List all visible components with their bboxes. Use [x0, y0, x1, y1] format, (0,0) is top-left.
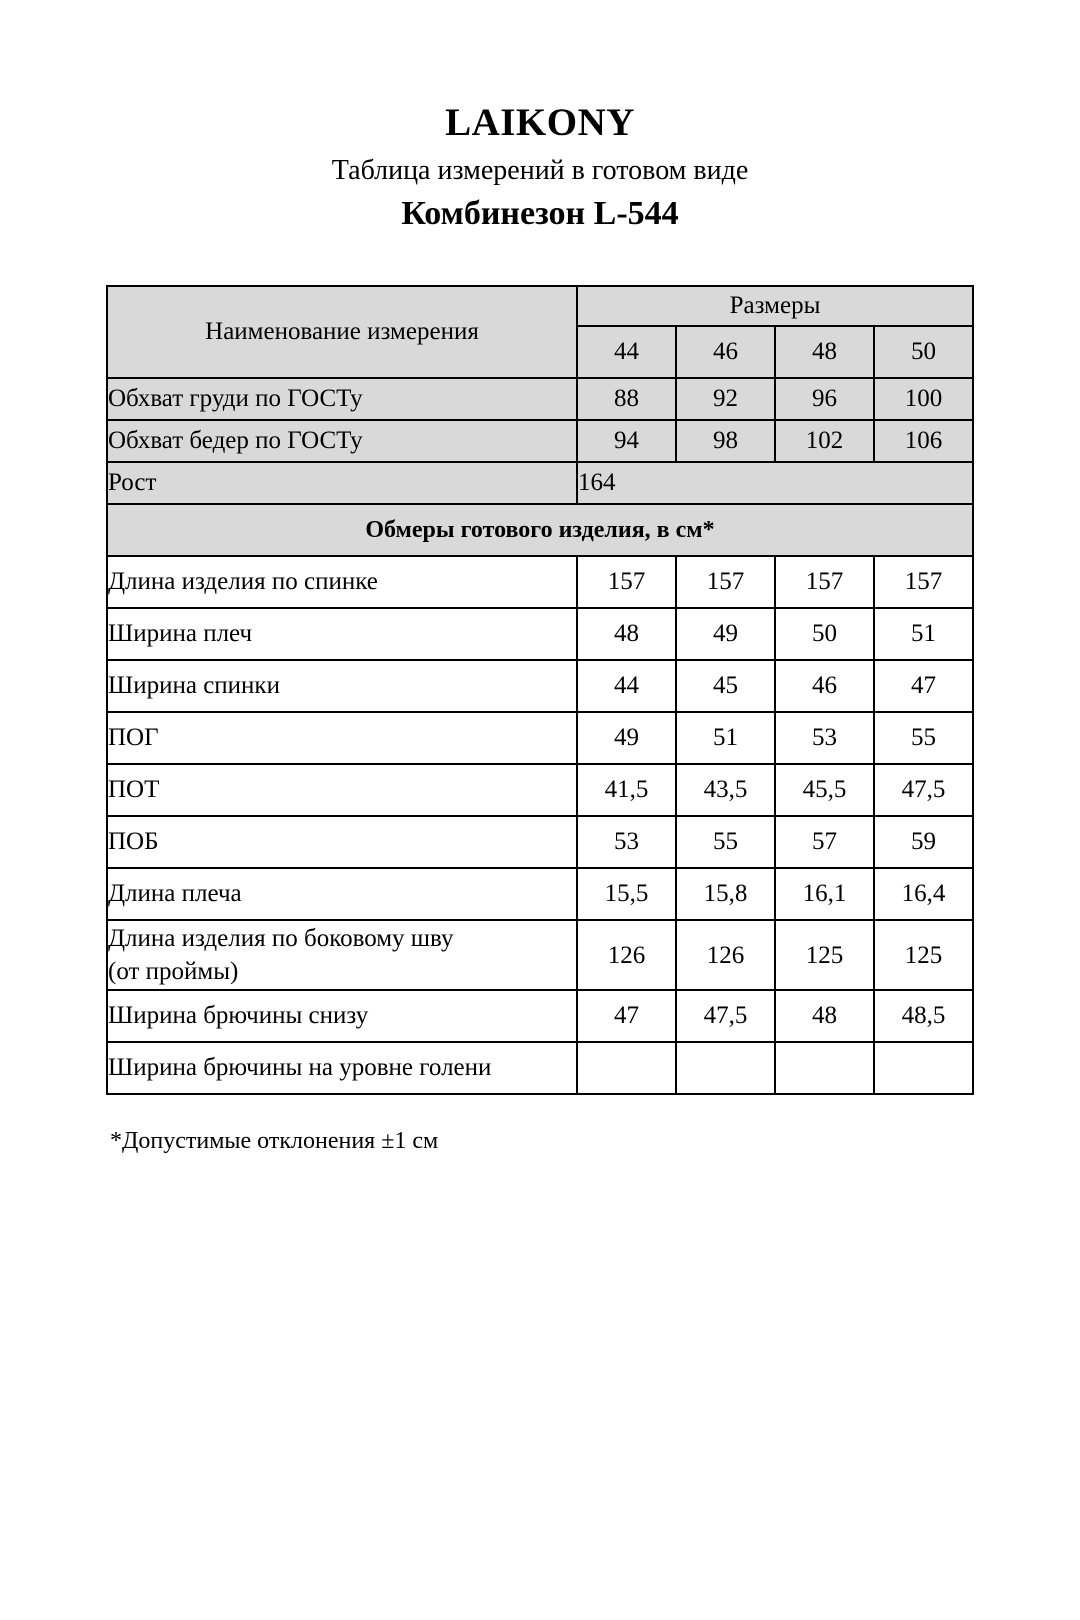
row-label: Ширина брючины снизу — [107, 990, 577, 1042]
table-cell: 55 — [874, 712, 973, 764]
table-cell: 48 — [775, 990, 874, 1042]
table-cell: 157 — [874, 556, 973, 608]
table-cell: 100 — [874, 378, 973, 420]
table-cell: 55 — [676, 816, 775, 868]
table-cell: 88 — [577, 378, 676, 420]
section-header: Обмеры готового изделия, в см* — [107, 504, 973, 556]
row-label: Рост — [107, 462, 577, 504]
table-row — [107, 868, 973, 920]
table-row — [107, 712, 973, 764]
table-cell — [577, 1042, 676, 1094]
table-row — [107, 378, 973, 420]
table-cell — [676, 1042, 775, 1094]
table-cell: 53 — [577, 816, 676, 868]
table-cell: 157 — [775, 556, 874, 608]
table-cell: 47,5 — [676, 990, 775, 1042]
table-row — [107, 816, 973, 868]
table-cell: 51 — [676, 712, 775, 764]
table-cell: 49 — [676, 608, 775, 660]
row-label: ПОГ — [107, 712, 577, 764]
table-row — [107, 660, 973, 712]
table-row — [107, 556, 973, 608]
measurement-name-header: Наименование измерения — [107, 286, 577, 378]
table-row — [107, 990, 973, 1042]
row-label: Ширина брючины на уровне голени — [107, 1042, 577, 1094]
table-row — [107, 764, 973, 816]
table-cell — [775, 1042, 874, 1094]
table-cell: 126 — [676, 920, 775, 990]
table-cell: 47,5 — [874, 764, 973, 816]
row-label: Длина плеча — [107, 868, 577, 920]
table-cell: 47 — [874, 660, 973, 712]
table-cell: 94 — [577, 420, 676, 462]
table-cell: 92 — [676, 378, 775, 420]
table-cell: 46 — [775, 660, 874, 712]
size-header-cell: 44 — [577, 326, 676, 378]
table-cell: 50 — [775, 608, 874, 660]
table-row — [107, 1042, 973, 1094]
table-cell: 96 — [775, 378, 874, 420]
product-title: Комбинезон L-544 — [401, 195, 679, 232]
size-header-cell: 50 — [874, 326, 973, 378]
height-value: 164 — [577, 462, 973, 504]
table-cell: 48,5 — [874, 990, 973, 1042]
table-cell: 45 — [676, 660, 775, 712]
table-cell: 43,5 — [676, 764, 775, 816]
table-cell: 98 — [676, 420, 775, 462]
table-cell: 125 — [874, 920, 973, 990]
table-cell: 157 — [577, 556, 676, 608]
row-label — [107, 920, 577, 990]
table-cell: 126 — [577, 920, 676, 990]
table-cell: 157 — [676, 556, 775, 608]
row-label-line: Длина изделия по боковому шву — [108, 925, 454, 952]
table-row — [107, 420, 973, 462]
table-cell: 53 — [775, 712, 874, 764]
row-label: Ширина спинки — [107, 660, 577, 712]
table-cell: 44 — [577, 660, 676, 712]
row-label: Обхват груди по ГОСТу — [107, 378, 577, 420]
table-cell: 49 — [577, 712, 676, 764]
table-row — [107, 920, 973, 990]
table-cell: 51 — [874, 608, 973, 660]
row-label: Обхват бедер по ГОСТу — [107, 420, 577, 462]
table-cell — [874, 1042, 973, 1094]
table-cell: 16,4 — [874, 868, 973, 920]
page-subtitle: Таблица измерений в готовом виде — [331, 155, 749, 186]
section-header-row — [107, 504, 973, 556]
size-header-cell: 48 — [775, 326, 874, 378]
footnote: *Допустимые отклонения ±1 см — [110, 1128, 439, 1154]
row-label: ПОБ — [107, 816, 577, 868]
table-row — [107, 608, 973, 660]
table-row — [107, 462, 973, 504]
brand-title: LAIKONY — [445, 101, 635, 144]
table-cell: 15,5 — [577, 868, 676, 920]
sizes-header: Размеры — [577, 286, 973, 326]
table-cell: 102 — [775, 420, 874, 462]
table-cell: 59 — [874, 816, 973, 868]
table-cell: 16,1 — [775, 868, 874, 920]
row-label: ПОТ — [107, 764, 577, 816]
row-label-line: (от проймы) — [108, 958, 239, 985]
row-label: Ширина плеч — [107, 608, 577, 660]
table-cell: 41,5 — [577, 764, 676, 816]
row-label: Длина изделия по спинке — [107, 556, 577, 608]
table-cell: 15,8 — [676, 868, 775, 920]
table-cell: 45,5 — [775, 764, 874, 816]
table-cell: 47 — [577, 990, 676, 1042]
table-cell: 106 — [874, 420, 973, 462]
table-cell: 125 — [775, 920, 874, 990]
size-table — [106, 285, 974, 1095]
table-cell: 48 — [577, 608, 676, 660]
size-header-cell: 46 — [676, 326, 775, 378]
table-cell: 57 — [775, 816, 874, 868]
